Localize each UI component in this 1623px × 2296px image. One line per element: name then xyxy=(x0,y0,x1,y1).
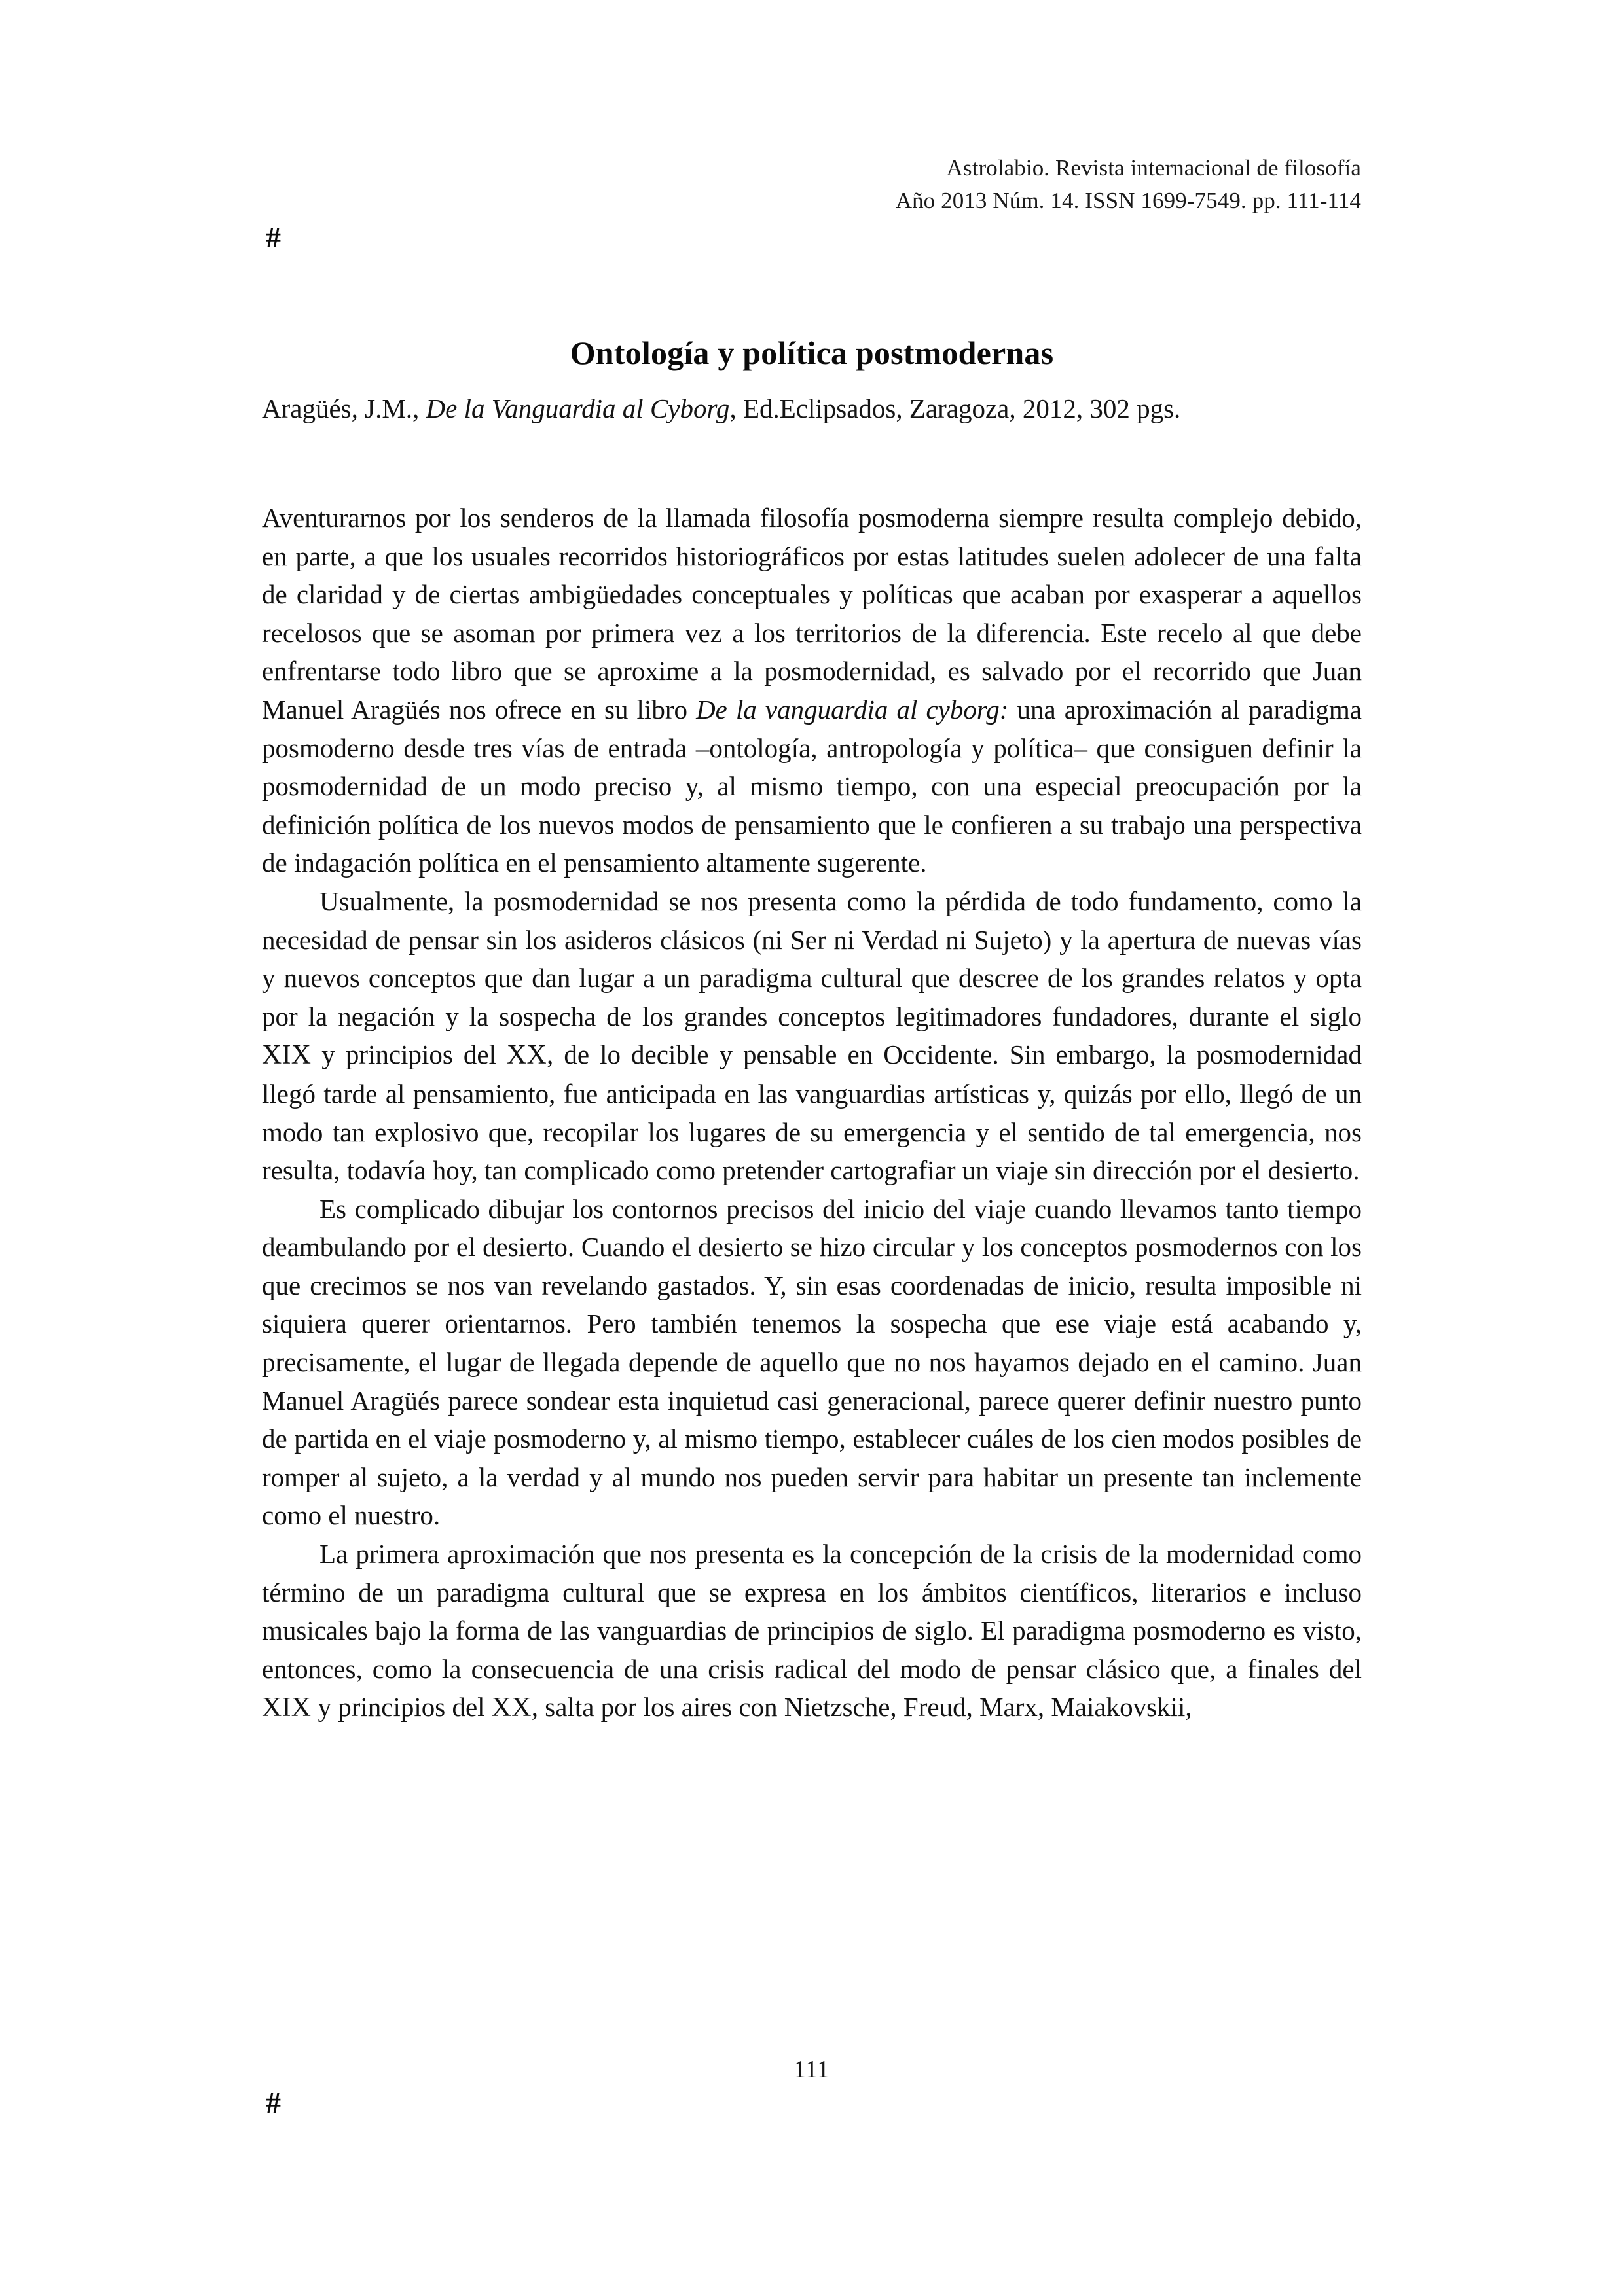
p4-text-a: La primera aproximación que nos presenta es la concepción de la crisis de la modernidad como término de un paradigma cultural que se expresa en los ámbitos científicos, literarios e incluso musicales bajo la forma de las vanguardias de principios de siglo. El paradigma posmoderno es visto, entonces, como la consecuencia de una crisis radical del modo de pensar clásico que, a finales del xyxy=(262,1539,1362,1684)
paragraph-3: Es complicado dibujar los contornos precisos del inicio del viaje cuando llevamos tanto tiempo deambulando por el desierto. Cuando el desierto se hizo circular y los conceptos posmodernos con los que crecimos se nos van revelando gastados. Y, sin esas coordenadas de inicio, resulta imposible ni siquiera querer orientarnos. Pero también tenemos la sospecha que ese viaje está acabando y, precisamente, el lugar de llegada depende de aquello que no nos hayamos dejado en el camino. Juan Manuel Aragüés parece sondear esta inquietud casi generacional, parece querer definir nuestro punto de partida en el viaje posmoderno y, al mismo tiempo, establecer cuáles de los cien modos posibles de romper al sujeto, a la verdad y al mundo nos pueden servir para habitar un presente tan inclemente como el nuestro. xyxy=(262,1193,1362,1531)
p4-text-b: y principios del xyxy=(311,1692,492,1723)
journal-name: Astrolabio. Revista internacional de filosofía xyxy=(946,155,1361,181)
page-title: Ontología y política postmodernas xyxy=(570,334,1054,371)
p2-century-xx: XX xyxy=(507,1040,547,1071)
p1-italic-title: De la vanguardia al cyborg: xyxy=(696,694,1009,725)
page-number: 111 xyxy=(793,2056,830,2083)
p4-text-c: , salta por los aires con Nietzsche, Freud, Marx, Maiakovskii, xyxy=(531,1692,1192,1723)
p2-century-xix: XIX xyxy=(262,1040,312,1071)
p1-text-a: Aventurarnos por los senderos de la llamada filosofía posmoderna siempre resulta complejo debido, en parte, a que los usuales recorridos historiográficos por estas latitudes suelen adolecer de una falta de claridad y de ciertas ambigüedades conceptuales y políticas que acaban por exasperar a aquellos recelosos que se asoman por primera vez a los territorios de la diferencia. Este recelo al que debe enfrentarse todo libro que se aproxime a la posmodernidad, es salvado por el recorrido que Juan Manuel Aragüés nos ofrece en su libro xyxy=(262,503,1362,725)
paragraph-1 xyxy=(262,499,1362,882)
p2-text-b: y principios del xyxy=(311,1039,507,1070)
p4-century-xx: XX xyxy=(491,1693,532,1723)
citation-publication: , Ed.Eclipsados, Zaragoza, 2012, 302 pgs. xyxy=(729,393,1181,423)
p2-text-a: Usualmente, la posmodernidad se nos presenta como la pérdida de todo fundamento, como la necesidad de pensar sin los asideros clásicos (ni Ser ni Verdad ni Sujeto) y la apertura de nuevas vías y nuevos conceptos que dan lugar a un paradigma cultural que descree de los grandes relatos y opta por la negación y la sospecha de los grandes conceptos legitimadores fundadores, durante el siglo xyxy=(262,886,1362,1031)
paragraph-4 xyxy=(262,1535,1362,1727)
p2-text-c: , de lo decible y pensable en Occidente. Sin embargo, la posmodernidad llegó tarde al pensamiento, fue anticipada en las vanguardias artísticas y, quizás por ello, llegó de un modo tan explosivo que, recopilar los lugares de su emergencia y el sentido de tal emergencia, nos resulta, todavía hoy, tan complicado como pretender cartografiar un viaje sin dirección por el desierto. xyxy=(262,1039,1362,1186)
p1-text-b: una aproximación al paradigma posmoderno desde tres vías de entrada –ontología, antropología y política– que consiguen definir la posmodernidad de un modo preciso y, al mismo tiempo, con una especial preocupación por la definición política de los nuevos modos de pensamiento que le confieren a su trabajo una perspectiva de indagación política en el pensamiento altamente sugerente. xyxy=(262,694,1362,878)
running-head xyxy=(896,152,1361,217)
p4-century-xix: XIX xyxy=(262,1693,312,1723)
article-body xyxy=(262,499,1362,1727)
hash-mark-bottom: # xyxy=(266,2086,281,2119)
citation-work-title: De la Vanguardia al Cyborg xyxy=(426,393,730,423)
issue-info: Año 2013 Núm. 14. ISSN 1699-7549. pp. 111-114 xyxy=(895,187,1361,213)
citation-author: Aragüés, J.M., xyxy=(262,393,426,423)
hash-mark-top: # xyxy=(266,221,281,254)
paragraph-2 xyxy=(262,882,1362,1190)
book-citation xyxy=(262,391,1362,426)
